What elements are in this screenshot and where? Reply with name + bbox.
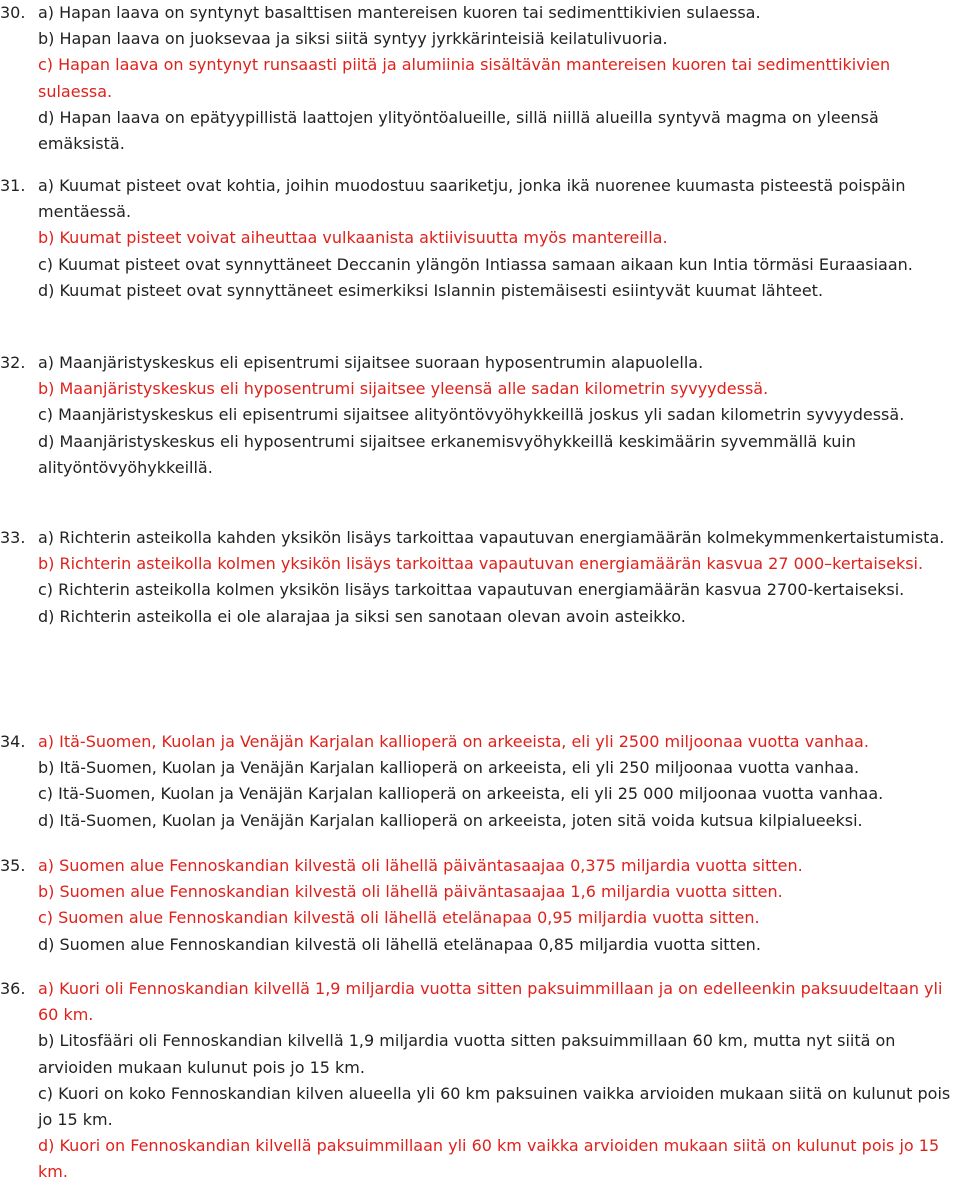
question-number: 32. [0, 353, 26, 372]
option-b: b) Litosfääri oli Fennoskandian kilvellä 1,9 miljardia vuotta sitten paksuimmillaan 60 km, mutta nyt siitä on arvioiden mukaan kulunut pois jo 15 km. [38, 1031, 896, 1077]
option-c: c) Maanjäristyskeskus eli episentrumi sijaitsee alityöntövyöhykkeillä joskus yli sadan kilometrin syvyydessä. [38, 405, 905, 425]
option-list [38, 976, 960, 1186]
option-b: b) Suomen alue Fennoskandian kilvestä oli lähellä päiväntasaajaa 1,6 miljardia vuotta sitten. [38, 882, 783, 902]
option-d: d) Richterin asteikolla ei ole alarajaa ja siksi sen sanotaan olevan avoin asteikko. [38, 606, 686, 626]
question-number: 33. [0, 528, 26, 547]
option-a: a) Itä-Suomen, Kuolan ja Venäjän Karjalan kallioperä on arkeeista, eli yli 2500 miljoonaa vuotta vanhaa. [38, 732, 869, 751]
question-number: 34. [0, 732, 26, 751]
question-number: 36. [0, 979, 26, 998]
option-d: d) Kuori on Fennoskandian kilvellä paksuimmillaan yli 60 km vaikka arvioiden mukaan siitä on kulunut pois jo 15 km. [38, 1136, 940, 1182]
option-c: c) Hapan laava on syntynyt runsaasti piitä ja alumiinia sisältävän mantereisen kuoren tai sedimenttikivien sulaessa. [38, 55, 891, 101]
question-number: 30. [0, 3, 26, 22]
option-d: d) Maanjäristyskeskus eli hyposentrumi sijaitsee erkanemisvyöhykkeillä keskimäärin syvemmällä kuin alityöntövyöhykkeillä. [38, 431, 856, 477]
option-b: b) Richterin asteikolla kolmen yksikön lisäys tarkoittaa vapautuvan energiamäärän kasvua 27 000–kertaiseksi. [38, 554, 924, 574]
option-c: c) Itä-Suomen, Kuolan ja Venäjän Karjalan kallioperä on arkeeista, eli yli 25 000 miljoonaa vuotta vanhaa. [38, 784, 884, 804]
option-b: b) Maanjäristyskeskus eli hyposentrumi sijaitsee yleensä alle sadan kilometrin syvyydessä. [38, 379, 769, 399]
option-d: d) Itä-Suomen, Kuolan ja Venäjän Karjalan kallioperä on arkeeista, joten sitä voida kutsua kilpialueeksi. [38, 810, 863, 830]
option-c: c) Kuori on koko Fennoskandian kilven alueella yli 60 km paksuinen vaikka arvioiden mukaan siitä on kulunut pois jo 15 km. [38, 1083, 951, 1130]
option-list [38, 853, 960, 958]
option-d: d) Suomen alue Fennoskandian kilvestä oli lähellä etelänapaa 0,85 miljardia vuotta sitten. [38, 934, 761, 954]
option-c: c) Suomen alue Fennoskandian kilvestä oli lähellä etelänapaa 0,95 miljardia vuotta sitten. [38, 908, 760, 928]
option-b: b) Kuumat pisteet voivat aiheuttaa vulkaanista aktiivisuutta myös mantereilla. [38, 228, 668, 248]
option-list [38, 350, 960, 481]
option-a: a) Suomen alue Fennoskandian kilvestä oli lähellä päiväntasaajaa 0,375 miljardia vuotta sitten. [38, 856, 803, 875]
option-a: a) Kuori oli Fennoskandian kilvellä 1,9 miljardia vuotta sitten paksuimmillaan ja on edelleenkin paksuudeltaan yli 60 km. [38, 979, 943, 1025]
option-b: b) Itä-Suomen, Kuolan ja Venäjän Karjalan kallioperä on arkeeista, eli yli 250 miljoonaa vuotta vanhaa. [38, 758, 860, 778]
option-a: a) Kuumat pisteet ovat kohtia, joihin muodostuu saariketju, jonka ikä nuorenee kuumasta pisteestä poispäin mentäessä. [38, 176, 906, 222]
option-d: d) Kuumat pisteet ovat synnyttäneet esimerkiksi Islannin pistemäisesti esiintyvät kuumat lähteet. [38, 280, 824, 300]
option-list [38, 173, 960, 304]
question-number: 31. [0, 176, 26, 195]
question-34 [0, 729, 960, 834]
option-d: d) Hapan laava on epätyypillistä laattojen ylityöntöalueille, sillä niillä alueilla syntyvä magma on yleensä emäksistä. [38, 107, 879, 154]
option-list [38, 525, 960, 630]
option-list [38, 0, 960, 157]
question-35 [0, 853, 960, 958]
question-32 [0, 350, 960, 481]
question-31 [0, 173, 960, 304]
question-30 [0, 0, 960, 157]
option-a: a) Maanjäristyskeskus eli episentrumi sijaitsee suoraan hyposentrumin alapuolella. [38, 353, 704, 372]
option-c: c) Richterin asteikolla kolmen yksikön lisäys tarkoittaa vapautuvan energiamäärän kasvua 2700-kertaiseksi. [38, 580, 905, 600]
option-b: b) Hapan laava on juoksevaa ja siksi siitä syntyy jyrkkärinteisiä keilatulivuoria. [38, 29, 668, 49]
question-33 [0, 525, 960, 630]
question-36 [0, 976, 960, 1186]
option-a: a) Richterin asteikolla kahden yksikön lisäys tarkoittaa vapautuvan energiamäärän kolmekymmenkertaistumista. [38, 528, 945, 547]
question-number: 35. [0, 856, 26, 875]
option-list [38, 729, 960, 834]
option-c: c) Kuumat pisteet ovat synnyttäneet Deccanin ylängön Intiassa samaan aikaan kun Intia törmäsi Euraasiaan. [38, 254, 913, 274]
option-a: a) Hapan laava on syntynyt basalttisen mantereisen kuoren tai sedimenttikivien sulaessa. [38, 3, 761, 22]
